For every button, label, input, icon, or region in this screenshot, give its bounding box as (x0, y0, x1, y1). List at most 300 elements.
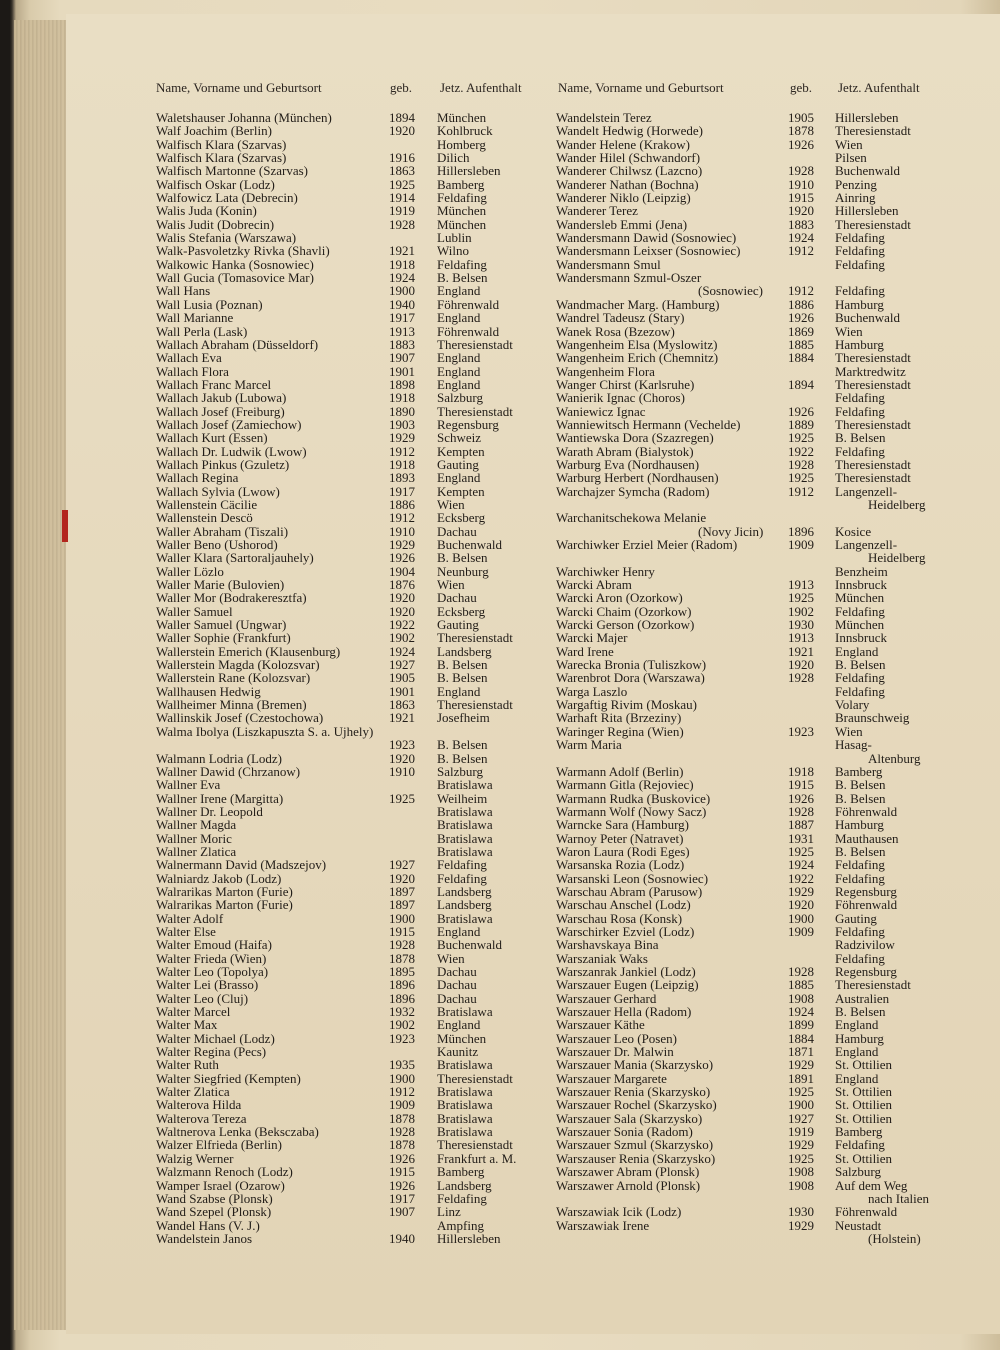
entry-name: Wandelt Hedwig (Horwede) (556, 123, 703, 139)
entry-row (556, 511, 976, 524)
entry-birth-year: 1921 (389, 243, 415, 259)
entry-residence: Feldafing (437, 256, 487, 272)
entry-name: Warcki Majer (556, 630, 628, 646)
entry-row (156, 405, 556, 418)
entry-birth-year: 1922 (788, 443, 814, 459)
entry-birth-year: 1909 (788, 923, 814, 939)
entry-birth-year: 1910 (389, 523, 415, 539)
entry-birth-year: 1913 (788, 630, 814, 646)
entry-row (156, 618, 556, 631)
entry-name: (Sosnowiec) (698, 283, 763, 299)
entry-row (556, 1179, 976, 1192)
entry-name: Warshavskaya Bina (556, 937, 659, 953)
left-header-born: geb. (390, 80, 413, 95)
entry-row (156, 898, 556, 911)
entry-residence: Neustadt (835, 1217, 882, 1233)
entry-row (156, 1152, 556, 1165)
entry-residence: Feldafing (835, 670, 885, 686)
entry-birth-year: 1918 (389, 390, 415, 406)
entry-row (556, 485, 976, 498)
entry-birth-year: 1902 (389, 630, 415, 646)
entry-birth-year: 1928 (788, 163, 814, 179)
entry-birth-year: 1885 (788, 336, 814, 352)
entry-name: Waniewicz Ignac (556, 403, 646, 419)
entry-row (156, 765, 556, 778)
entry-row (156, 525, 556, 538)
entry-row (556, 498, 976, 511)
entry-residence: England (437, 283, 481, 299)
entry-residence: Hasag- (835, 737, 872, 753)
entry-row (556, 671, 976, 684)
entry-name: Walmann Lodria (Lodz) (156, 750, 283, 766)
entry-name: Walfisch Oskar (Lodz) (156, 176, 275, 192)
entry-name: Warschau Abram (Parusow) (556, 883, 703, 899)
entry-row (156, 1112, 556, 1125)
entry-row (156, 191, 556, 204)
entry-residence: Feldafing (835, 243, 885, 259)
entry-row (156, 711, 556, 724)
entry-name: (Novy Jicin) (698, 523, 764, 539)
entry-name: Warath Abram (Bialystok) (556, 443, 694, 459)
entry-birth-year: 1878 (788, 123, 814, 139)
entry-residence: Feldafing (835, 683, 885, 699)
entry-row (156, 124, 556, 137)
entry-residence: Feldafing (835, 857, 885, 873)
entry-name: Warcki Gerson (Ozorkow) (556, 617, 695, 633)
entry-birth-year: 1905 (389, 670, 415, 686)
entry-birth-year: 1925 (788, 470, 814, 486)
entry-row (156, 418, 556, 431)
entry-name: Warszauer Sala (Skarzysko) (556, 1110, 703, 1126)
entry-birth-year: 1920 (389, 123, 415, 139)
entry-residence: Bratislawa (437, 1057, 493, 1073)
entry-name: Walter Adolf (156, 910, 224, 926)
entry-birth-year: 1878 (389, 1137, 415, 1153)
entry-row (156, 792, 556, 805)
entry-birth-year: 1900 (389, 283, 415, 299)
entry-name: Wantiewska Dora (Szazregen) (556, 430, 714, 446)
entry-birth-year: 1900 (788, 1097, 814, 1113)
entry-name: Waller Mor (Bodrakeresztfa) (156, 590, 307, 606)
entry-residence: St. Ottilien (835, 1084, 893, 1100)
entry-residence: Braunschweig (835, 710, 910, 726)
entry-name: Walrarikas Marton (Furie) (156, 897, 293, 913)
entry-row (156, 1085, 556, 1098)
entry-residence: Regensburg (437, 416, 499, 432)
entry-name: Warszawiak Irene (556, 1217, 650, 1233)
entry-residence: B. Belsen (835, 657, 886, 673)
entry-name: Walter Zlatica (156, 1084, 230, 1100)
entry-residence: England (835, 1044, 879, 1060)
entry-residence: Bratislawa (437, 1084, 493, 1100)
entry-row (556, 1098, 976, 1111)
entry-residence: Marktredwitz (835, 363, 906, 379)
entry-birth-year: 1918 (788, 763, 814, 779)
entry-birth-year: 1925 (389, 176, 415, 192)
entry-row (156, 298, 556, 311)
entry-residence: Feldafing (835, 403, 885, 419)
entry-birth-year: 1900 (389, 1070, 415, 1086)
entry-name: Wamper Israel (Ozarow) (156, 1177, 285, 1193)
entry-name: Walma Ibolya (Liszkapuszta S. a. Ujhely) (156, 723, 374, 739)
entry-row (556, 1138, 976, 1151)
entry-birth-year: 1908 (788, 1177, 814, 1193)
entry-name: Walter Marcel (156, 1004, 231, 1020)
entry-row (556, 1058, 976, 1071)
entry-birth-year: 1893 (389, 470, 415, 486)
entry-birth-year: 1894 (788, 376, 814, 392)
entry-name: Wall Perla (Lask) (156, 323, 248, 339)
entry-birth-year: 1920 (389, 870, 415, 886)
entry-name: Wallerstein Emerich (Klausenburg) (156, 643, 341, 659)
entry-name: Wallach Regina (156, 470, 239, 486)
entry-birth-year: 1895 (389, 964, 415, 979)
entry-row (556, 992, 976, 1005)
entry-residence: Dachau (437, 964, 477, 979)
entry-birth-year: 1887 (788, 817, 814, 833)
entry-name: Wand Szabse (Plonsk) (156, 1190, 273, 1206)
entry-residence: Theresienstadt (835, 416, 911, 432)
entry-residence: Theresienstadt (835, 350, 911, 366)
entry-name: Wallner Irene (Margitta) (156, 790, 284, 806)
entry-name: Warga Laszlo (556, 683, 628, 699)
entry-birth-year: 1915 (788, 190, 814, 206)
entry-name: Walter Leo (Cluj) (156, 990, 249, 1006)
entry-name: Wanniewitsch Hermann (Vechelde) (556, 416, 741, 432)
entry-residence: Wilno (437, 243, 469, 259)
entry-name: Walfisch Klara (Szarvas) (156, 136, 287, 152)
entry-residence: Innsbruck (835, 630, 887, 646)
entry-row (156, 685, 556, 698)
entry-residence: Feldafing (835, 923, 885, 939)
entry-birth-year: 1900 (389, 910, 415, 926)
entry-row (156, 645, 556, 658)
entry-residence: Theresienstadt (437, 336, 513, 352)
entry-name: Ward Irene (556, 643, 614, 659)
entry-birth-year: 1901 (389, 683, 415, 699)
entry-name: Walterova Tereza (156, 1110, 247, 1126)
entry-residence: Hamburg (835, 296, 884, 312)
entry-row (556, 1192, 976, 1205)
entry-residence: Linz (437, 1204, 461, 1220)
entry-name: Walter Leo (Topolya) (156, 964, 269, 979)
entry-name: Wangenheim Elsa (Myslowitz) (556, 336, 718, 352)
entry-birth-year: 1928 (788, 964, 814, 979)
entry-row (156, 138, 556, 151)
entry-name: Warmann Adolf (Berlin) (556, 763, 684, 779)
entry-row (556, 365, 976, 378)
entry-residence: Homberg (437, 136, 486, 152)
entry-name: Wallinskik Josef (Czestochowa) (156, 710, 324, 726)
entry-row (556, 338, 976, 351)
entry-residence: B. Belsen (437, 270, 488, 286)
entry-residence: B. Belsen (835, 790, 886, 806)
entry-name: Wallach Kurt (Essen) (156, 430, 268, 446)
entry-residence: Wien (835, 136, 863, 152)
entry-residence: Salzburg (437, 763, 483, 779)
entry-name: Wallhausen Hedwig (156, 683, 261, 699)
entry-name: Warszauer Mania (Skarzysko) (556, 1057, 714, 1073)
entry-name: Wander Hilel (Schwandorf) (556, 150, 701, 166)
entry-name: Walfisch Martonne (Szarvas) (156, 163, 309, 179)
entry-name: Warszawer Abram (Plonsk) (556, 1164, 700, 1180)
entry-birth-year: 1929 (788, 1137, 814, 1153)
entry-row (156, 231, 556, 244)
entry-name: Warmann Wolf (Nowy Sacz) (556, 803, 707, 819)
entry-name: Warhaft Rita (Brzeziny) (556, 710, 682, 726)
entry-row (156, 1125, 556, 1138)
entry-residence: Wien (835, 723, 863, 739)
entry-name: Wall Hans (156, 283, 211, 299)
entry-name: Warszawer Arnold (Plonsk) (556, 1177, 701, 1193)
entry-birth-year: 1927 (389, 657, 415, 673)
entry-birth-year: 1863 (389, 163, 415, 179)
entry-birth-year: 1915 (788, 777, 814, 793)
entry-row (156, 631, 556, 644)
entry-residence: Dachau (437, 990, 477, 1006)
entry-residence: Föhrenwald (437, 323, 500, 339)
entry-residence: Langenzell- (835, 537, 898, 552)
entry-row (556, 1165, 976, 1178)
entry-name: Wallenstein Cäcilie (156, 496, 258, 512)
entry-row (156, 378, 556, 391)
entry-name: Walter Emoud (Haifa) (156, 937, 272, 953)
entry-residence: Bamberg (835, 1124, 883, 1140)
entry-name: Wandelstein Janos (156, 1230, 253, 1246)
entry-residence: Regensburg (835, 883, 897, 899)
entry-row (156, 938, 556, 951)
entry-row (556, 978, 976, 991)
entry-residence: Ainring (835, 190, 876, 206)
entry-birth-year: 1917 (389, 310, 415, 326)
entry-residence: nach Italien (868, 1190, 929, 1206)
entry-row (156, 445, 556, 458)
entry-row (156, 1058, 556, 1071)
entry-name: Warszanrak Jankiel (Lodz) (556, 964, 696, 979)
entry-residence: Theresienstadt (437, 1137, 513, 1153)
entry-residence: Hamburg (835, 1030, 884, 1046)
entry-name: Warburg Eva (Nordhausen) (556, 456, 700, 472)
entry-row (556, 792, 976, 805)
entry-row (556, 284, 976, 297)
entry-birth-year: 1928 (389, 216, 415, 232)
entry-row (156, 832, 556, 845)
entry-residence: Australien (835, 990, 890, 1006)
entry-name: Warszauer Leo (Posen) (556, 1030, 677, 1046)
entry-name: Warecka Bronia (Tuliszkow) (556, 657, 707, 673)
entry-row (556, 178, 976, 191)
entry-birth-year: 1926 (788, 310, 814, 326)
entry-row (156, 671, 556, 684)
entry-birth-year: 1920 (389, 590, 415, 606)
entry-birth-year: 1929 (389, 430, 415, 446)
entry-birth-year: 1916 (389, 150, 415, 166)
entry-row (556, 952, 976, 965)
entry-row (556, 378, 976, 391)
entry-row (156, 511, 556, 524)
entry-residence: Bratislawa (437, 910, 493, 926)
entry-row (556, 391, 976, 404)
entry-residence: Bratislawa (437, 1097, 493, 1113)
entry-residence: Theresienstadt (835, 216, 911, 232)
entry-residence: Bratislawa (437, 843, 493, 859)
entry-row (556, 832, 976, 845)
entry-row (556, 525, 976, 538)
entry-residence: München (835, 617, 885, 633)
entry-birth-year: 1928 (389, 1124, 415, 1140)
entry-row (156, 978, 556, 991)
entry-name: Warszauer Szmul (Skarzysko) (556, 1137, 714, 1153)
entry-row (556, 138, 976, 151)
entry-name: Wallner Moric (156, 830, 232, 846)
entry-residence: Theresienstadt (437, 630, 513, 646)
entry-row (556, 711, 976, 724)
entry-row (156, 471, 556, 484)
entry-residence: Auf dem Weg (835, 1177, 908, 1193)
entry-name: Wand Szepel (Plonsk) (156, 1204, 272, 1220)
entry-row (156, 912, 556, 925)
entry-row (556, 591, 976, 604)
entry-name: Warcki Aron (Ozorkow) (556, 590, 683, 606)
entry-residence: B. Belsen (437, 657, 488, 673)
entry-name: Warnoy Peter (Natravet) (556, 830, 684, 846)
entry-row (556, 925, 976, 938)
entry-residence: Kosice (835, 523, 872, 539)
entry-residence: England (437, 310, 481, 326)
entry-birth-year: 1912 (788, 283, 814, 299)
entry-residence: Bamberg (437, 1164, 485, 1180)
entry-birth-year: 1932 (389, 1004, 415, 1020)
entry-name: Wallerstein Rane (Kolozsvar) (156, 670, 311, 686)
entry-residence: München (437, 203, 487, 219)
entry-birth-year: 1886 (788, 296, 814, 312)
entry-residence: Gauting (437, 456, 479, 472)
entry-name: Warschirker Ezviel (Lodz) (556, 923, 695, 939)
entry-row (156, 244, 556, 257)
entry-birth-year: 1920 (788, 203, 814, 219)
entry-residence: Bratislawa (437, 777, 493, 793)
entry-birth-year: 1925 (788, 430, 814, 446)
entry-name: Warszauer Hella (Radom) (556, 1004, 692, 1020)
entry-row (556, 1112, 976, 1125)
entry-row (556, 445, 976, 458)
entry-row (156, 351, 556, 364)
entry-name: Walrarikas Marton (Furie) (156, 883, 293, 899)
entry-row (556, 752, 976, 765)
entry-row (556, 912, 976, 925)
entry-birth-year: 1883 (788, 216, 814, 232)
entry-name: Wallach Josef (Zamiechow) (156, 416, 302, 432)
entry-row (556, 618, 976, 631)
entry-birth-year: 1885 (788, 977, 814, 993)
entry-residence: Landsberg (437, 883, 492, 899)
entry-residence: Kempten (437, 443, 485, 459)
entry-name: Walterova Hilda (156, 1097, 242, 1113)
entry-residence: Bratislawa (437, 1124, 493, 1140)
entry-name: Warszaniak Waks (556, 950, 648, 966)
entry-row (156, 845, 556, 858)
entry-name: Waller Marie (Bulovien) (156, 577, 285, 593)
red-bookmark-tab (62, 510, 68, 542)
entry-birth-year: 1923 (788, 723, 814, 739)
entry-name: Wallach Dr. Ludwik (Lwow) (156, 443, 307, 459)
entry-row (156, 338, 556, 351)
entry-residence: Wien (437, 496, 465, 512)
entry-residence: Hamburg (835, 336, 884, 352)
entry-residence: England (437, 683, 481, 699)
entry-row (556, 738, 976, 751)
entry-row (156, 658, 556, 671)
entry-row (556, 111, 976, 124)
entry-residence: Frankfurt a. M. (437, 1150, 517, 1166)
entry-name: Wallner Dawid (Chrzanow) (156, 763, 301, 779)
entry-birth-year: 1912 (389, 1084, 415, 1100)
entry-name: Waron Laura (Rodi Eges) (556, 843, 690, 859)
entry-name: Wandmacher Marg. (Hamburg) (556, 296, 720, 312)
entry-row (556, 124, 976, 137)
entry-name: Wangenheim Flora (556, 363, 655, 379)
entry-name: Wallach Jakub (Lubowa) (156, 390, 287, 406)
entry-name: Warszauer Käthe (556, 1017, 645, 1033)
entry-birth-year: 1926 (788, 403, 814, 419)
entry-residence: Gauting (437, 617, 479, 633)
entry-name: Walter Ruth (156, 1057, 219, 1073)
entry-name: Warszauer Rochel (Skarzysko) (556, 1097, 717, 1113)
entry-row (156, 325, 556, 338)
entry-birth-year: 1876 (389, 577, 415, 593)
entry-birth-year: 1914 (389, 190, 415, 206)
entry-row (556, 418, 976, 431)
entry-residence: München (437, 216, 487, 232)
entry-name: Walis Juda (Konin) (156, 203, 257, 219)
entry-row (156, 218, 556, 231)
entry-row (156, 1098, 556, 1111)
entry-birth-year: 1912 (788, 243, 814, 259)
entry-row (556, 645, 976, 658)
entry-name: Warchanitschekowa Melanie (556, 510, 707, 526)
entry-birth-year: 1902 (389, 1017, 415, 1033)
entry-residence: Dachau (437, 523, 477, 539)
entry-name: Wallach Josef (Freiburg) (156, 403, 285, 419)
entry-birth-year: 1883 (389, 336, 415, 352)
entry-name: Walter Else (156, 923, 216, 939)
entry-name: Wallheimer Minna (Bremen) (156, 697, 307, 713)
entry-row (156, 151, 556, 164)
entry-residence: Mauthausen (835, 830, 899, 846)
entry-birth-year: 1907 (389, 350, 415, 366)
entry-row (556, 204, 976, 217)
right-header-name: Name, Vorname und Geburtsort (558, 80, 724, 95)
entry-residence: Theresienstadt (835, 123, 911, 139)
entry-residence: Innsbruck (835, 577, 887, 593)
entry-row (156, 365, 556, 378)
entry-row (556, 431, 976, 444)
entry-birth-year: 1930 (788, 1204, 814, 1220)
entry-birth-year: 1902 (788, 603, 814, 619)
left-header-name: Name, Vorname und Geburtsort (156, 80, 322, 95)
entry-name: Waller Beno (Ushorod) (156, 537, 278, 552)
entry-name: Walter Michael (Lodz) (156, 1030, 275, 1046)
entry-birth-year: 1935 (389, 1057, 415, 1073)
entry-row (156, 391, 556, 404)
entry-birth-year: 1909 (389, 1097, 415, 1113)
entry-name: Walzig Werner (156, 1150, 234, 1166)
entry-residence: Bamberg (437, 176, 485, 192)
entry-name: Walf Joachim (Berlin) (156, 123, 272, 139)
entry-row (156, 204, 556, 217)
entry-birth-year: 1890 (389, 403, 415, 419)
entry-birth-year: 1920 (788, 657, 814, 673)
